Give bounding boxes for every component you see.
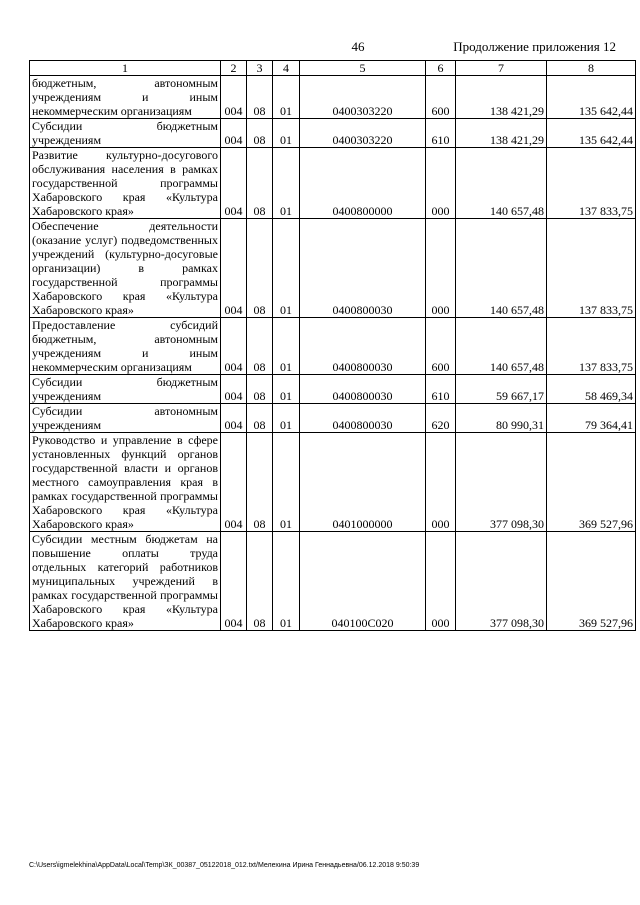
row-name: Субсидии автономным учреждениям xyxy=(30,404,221,433)
row-name: Предоставление субсидий бюджетным, автономным учреждениям и иным некоммерческим организациям xyxy=(30,318,221,375)
target-article-cell: 0400800030 xyxy=(300,375,426,404)
code-cell: 004 xyxy=(221,404,247,433)
section-cell: 08 xyxy=(247,375,273,404)
code-cell: 004 xyxy=(221,148,247,219)
page-number: 46 xyxy=(351,39,365,54)
column-header: 7 xyxy=(456,61,547,76)
amount-2019-cell: 377 098,30 xyxy=(456,532,547,631)
table-row xyxy=(30,532,636,631)
expense-type-cell: 600 xyxy=(426,76,456,119)
subsection-cell: 01 xyxy=(273,76,300,119)
amount-2020-cell: 137 833,75 xyxy=(547,318,636,375)
subsection-cell: 01 xyxy=(273,433,300,532)
row-name: Субсидии бюджетным учреждениям xyxy=(30,375,221,404)
subsection-cell: 01 xyxy=(273,375,300,404)
row-name: Руководство и управление в сфере установленных функций органов государственной власти и органов местного самоуправления края в рамках государственной программы Хабаровского края «Культура Хабаровского края» xyxy=(30,433,221,532)
section-cell: 08 xyxy=(247,318,273,375)
table-row xyxy=(30,404,636,433)
footer-path: C:\Users\igmelekhina\AppData\Local\Temp\ЗК_00387_05122018_012.txt/Мелехина Ирина Геннадьевна/06.12.2018 9:50:39 xyxy=(29,862,420,869)
column-header: 2 xyxy=(221,61,247,76)
section-cell: 08 xyxy=(247,148,273,219)
row-name: Субсидии местным бюджетам на повышение оплаты труда отдельных категорий работников муниципальных учреждений в рамках государственной программы Хабаровского края «Культура Хабаровского края» xyxy=(30,532,221,631)
subsection-cell: 01 xyxy=(273,148,300,219)
target-article-cell: 0400800030 xyxy=(300,318,426,375)
amount-2020-cell: 369 527,96 xyxy=(547,433,636,532)
amount-2019-cell: 140 657,48 xyxy=(456,318,547,375)
section-cell: 08 xyxy=(247,433,273,532)
amount-2020-cell: 135 642,44 xyxy=(547,119,636,148)
section-cell: 08 xyxy=(247,76,273,119)
table-row xyxy=(30,148,636,219)
section-cell: 08 xyxy=(247,119,273,148)
amount-2020-cell: 135 642,44 xyxy=(547,76,636,119)
amount-2019-cell: 80 990,31 xyxy=(456,404,547,433)
column-header: 1 xyxy=(30,61,221,76)
amount-2019-cell: 138 421,29 xyxy=(456,119,547,148)
section-cell: 08 xyxy=(247,404,273,433)
code-cell: 004 xyxy=(221,76,247,119)
table-row xyxy=(30,375,636,404)
amount-2019-cell: 140 657,48 xyxy=(456,219,547,318)
code-cell: 004 xyxy=(221,219,247,318)
column-header: 4 xyxy=(273,61,300,76)
row-name: бюджетным, автономным учреждениям и иным некоммерческим организациям xyxy=(30,76,221,119)
target-article-cell: 040100С020 xyxy=(300,532,426,631)
amount-2019-cell: 377 098,30 xyxy=(456,433,547,532)
column-header: 5 xyxy=(300,61,426,76)
row-name: Развитие культурно-досугового обслуживания населения в рамках государственной программы Хабаровского края «Культура Хабаровского края» xyxy=(30,148,221,219)
header-row xyxy=(30,61,636,76)
target-article-cell: 0400800000 xyxy=(300,148,426,219)
amount-2019-cell: 140 657,48 xyxy=(456,148,547,219)
table-row xyxy=(30,318,636,375)
subsection-cell: 01 xyxy=(273,219,300,318)
code-cell: 004 xyxy=(221,375,247,404)
subsection-cell: 01 xyxy=(273,318,300,375)
subsection-cell: 01 xyxy=(273,119,300,148)
amount-2019-cell: 59 667,17 xyxy=(456,375,547,404)
amount-2020-cell: 79 364,41 xyxy=(547,404,636,433)
target-article-cell: 0400303220 xyxy=(300,76,426,119)
section-cell: 08 xyxy=(247,219,273,318)
row-name: Обеспечение деятельности (оказание услуг) подведомственных учреждений (культурно-досуговые организации) в рамках государственной программы Хабаровского края «Культура Хабаровского края» xyxy=(30,219,221,318)
expense-type-cell: 610 xyxy=(426,119,456,148)
expense-type-cell: 610 xyxy=(426,375,456,404)
code-cell: 004 xyxy=(221,318,247,375)
table-body xyxy=(30,76,636,631)
table-row xyxy=(30,119,636,148)
code-cell: 004 xyxy=(221,433,247,532)
table-row xyxy=(30,76,636,119)
expense-type-cell: 000 xyxy=(426,532,456,631)
section-cell: 08 xyxy=(247,532,273,631)
amount-2019-cell: 138 421,29 xyxy=(456,76,547,119)
continuation-label: Продолжение приложения 12 xyxy=(453,39,616,54)
budget-table xyxy=(29,60,636,631)
code-cell: 004 xyxy=(221,532,247,631)
column-header: 3 xyxy=(247,61,273,76)
expense-type-cell: 000 xyxy=(426,148,456,219)
expense-type-cell: 620 xyxy=(426,404,456,433)
expense-type-cell: 000 xyxy=(426,219,456,318)
amount-2020-cell: 137 833,75 xyxy=(547,148,636,219)
column-header: 6 xyxy=(426,61,456,76)
table-row xyxy=(30,219,636,318)
amount-2020-cell: 369 527,96 xyxy=(547,532,636,631)
target-article-cell: 0401000000 xyxy=(300,433,426,532)
target-article-cell: 0400800030 xyxy=(300,219,426,318)
subsection-cell: 01 xyxy=(273,532,300,631)
expense-type-cell: 600 xyxy=(426,318,456,375)
target-article-cell: 0400303220 xyxy=(300,119,426,148)
amount-2020-cell: 137 833,75 xyxy=(547,219,636,318)
table-row xyxy=(30,433,636,532)
column-header: 8 xyxy=(547,61,636,76)
target-article-cell: 0400800030 xyxy=(300,404,426,433)
code-cell: 004 xyxy=(221,119,247,148)
amount-2020-cell: 58 469,34 xyxy=(547,375,636,404)
subsection-cell: 01 xyxy=(273,404,300,433)
expense-type-cell: 000 xyxy=(426,433,456,532)
row-name: Субсидии бюджетным учреждениям xyxy=(30,119,221,148)
